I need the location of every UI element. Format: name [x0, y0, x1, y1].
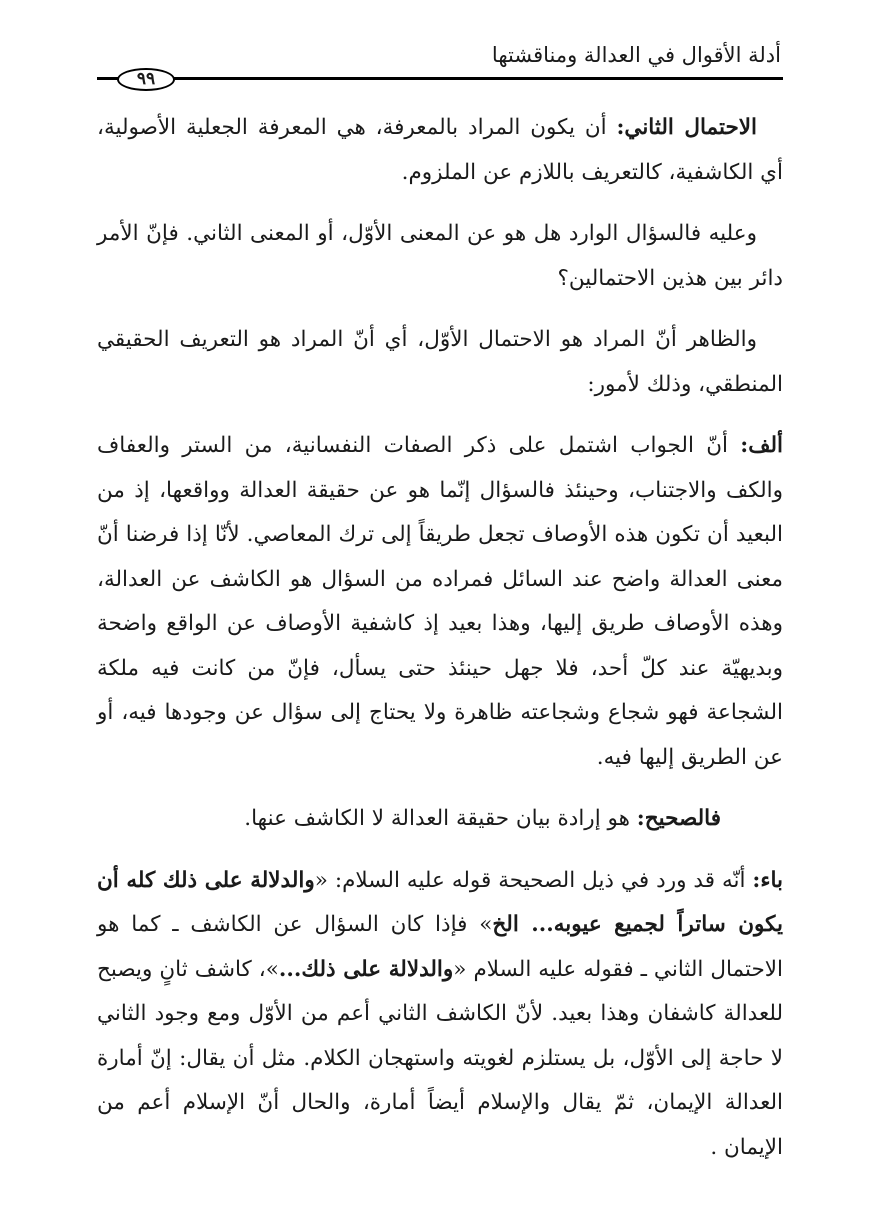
running-title: أدلة الأقوال في العدالة ومناقشتها: [491, 43, 781, 67]
paragraph-text: »، كاشف ثانٍ ويصبح للعدالة كاشفان وهذا بعيد. لأنّ الكاشف الثاني أعم من الأوّل ومع وجود الثاني لا حاجة إلى الأوّل، بل يستلزم لغويته واستهجان الكلام. مثل أن يقال: إنّ أمارة العدالة الإيمان، ثمّ يقال والإسلام أيضاً أمارة، والحال أنّ الإسلام أعم من الإيمان .: [97, 956, 783, 1160]
paragraph-correct: [97, 797, 783, 842]
header-rule: [97, 68, 783, 90]
paragraph-text: » فإذا كان السؤال عن الكاشف ـ كما هو الاحتمال الثاني ـ فقوله عليه السلام «: [97, 912, 784, 982]
paragraph-lead: ألف:: [740, 433, 783, 458]
paragraph-second-possibility: [97, 106, 783, 195]
paragraph-apparent: [97, 318, 783, 407]
paragraph-text: والظاهر أنّ المراد هو الاحتمال الأوّل، أي أنّ المراد هو التعريف الحقيقي المنطقي، وذلك لأمور:: [97, 327, 783, 397]
paragraph-lead: الاحتمال الثاني:: [616, 115, 757, 140]
paragraph-text: أنّه قد ورد في ذيل الصحيحة قوله عليه السلام: «: [314, 867, 753, 893]
paragraph-text: هو إرادة بيان حقيقة العدالة لا الكاشف عنها.: [244, 806, 637, 831]
paragraph-alif: [97, 424, 783, 780]
paragraph-text: وعليه فالسؤال الوارد هل هو عن المعنى الأوّل، أو المعنى الثاني. فإنّ الأمر دائر بين هذين الاحتمالين؟: [97, 221, 783, 291]
paragraph-lead: فالصحيح:: [636, 806, 721, 831]
hadith-quote: والدلالة على ذلك كله أن يكون ساتراً لجميع عيوبه... الخ: [97, 867, 783, 937]
paragraph-question: [97, 212, 783, 301]
hadith-quote: والدلالة على ذلك...: [278, 956, 454, 982]
header-rule-line: [97, 77, 783, 80]
page-number: ٩٩: [117, 68, 175, 91]
paragraph-ba: [97, 859, 783, 1171]
paragraph-lead: باء:: [752, 867, 783, 893]
paragraph-text: أنّ الجواب اشتمل على ذكر الصفات النفسانية، من الستر والعفاف والكف والاجتناب، وحينئذ فالسؤال إنّما هو عن حقيقة العدالة وواقعها، إذ من البعيد أن تكون هذه الأوصاف تجعل طريقاً إلى ترك المعاصي. لأنّا إذا فرضنا أنّ معنى العدالة واضح عند السائل فمراده من السؤال هو الكاشف عن العدالة، وهذه الأوصاف طريق إليها، وهذا بعيد إذ كاشفية الأوصاف عن الواقع واضحة وبديهيّة عند كلّ أحد، فلا جهل حينئذ حتى يسأل، فإنّ من كانت فيه ملكة الشجاعة فهو شجاع وشجاعته ظاهرة ولا يحتاج إلى سؤال عن وجودها فيه، أو عن الطريق إليها فيه.: [97, 433, 783, 770]
page-body: [97, 106, 783, 1187]
paragraph-text: أن يكون المراد بالمعرفة، هي المعرفة الجعلية الأصولية، أي الكاشفية، كالتعريف باللازم عن الملزوم.: [97, 115, 783, 185]
